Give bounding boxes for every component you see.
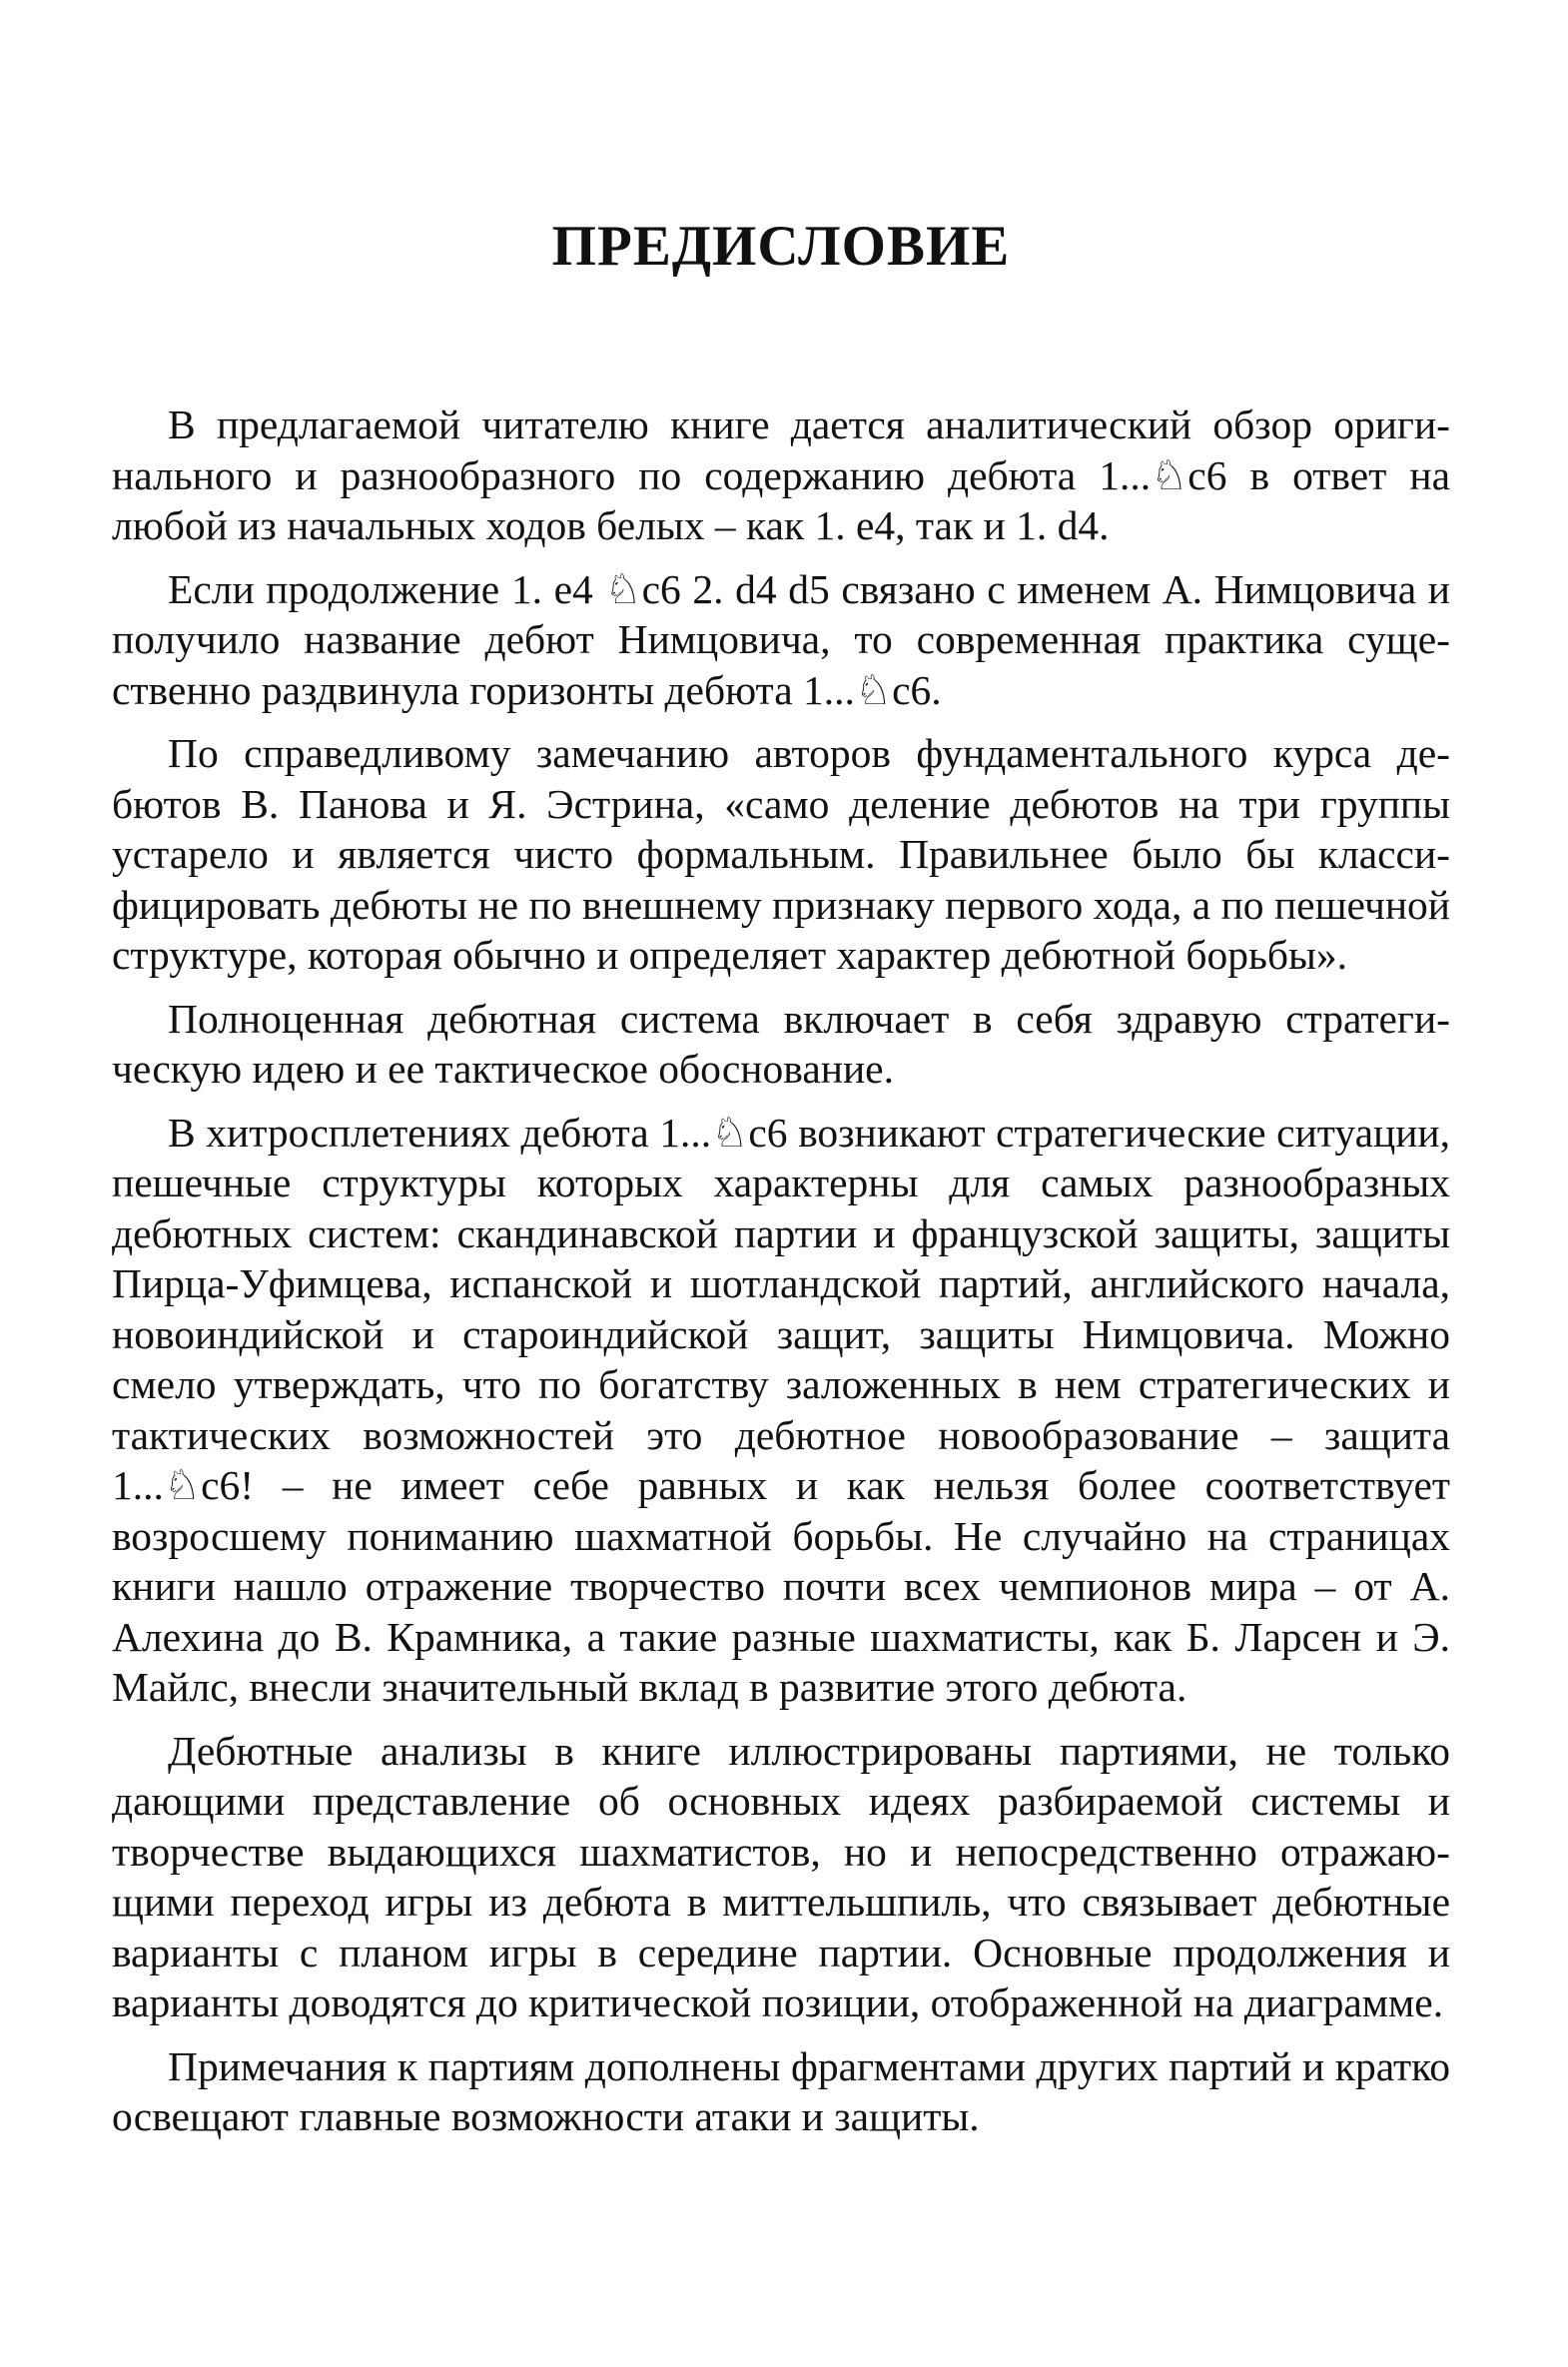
preface-paragraph-5: В хитросплетениях дебюта 1...♘c6 возникают стратегические ситуации, пешечные структуры которых характерны для самых разнообразных дебютных систем: скандинавской партии и французской защиты, защиты Пирца-Уфимцева, испанской и шотландской партий, английского начала, новоиндийской и староиндийской защит, защиты Нимцовича. Можно смело утверждать, что по богатству заложенных в нем стратегических и тактических возможностей это дебютное новообразование – защита 1...♘c6! – не имеет себе равных и как нельзя более соответствует возросшему пониманию шахматной борьбы. Не случайно на страницах книги нашло отражение творчество почти всех чемпионов мира – от А. Алехина до В. Крамника, а такие разные шахматисты, как Б. Ларсен и Э. Майлс, внесли значительный вклад в развитие этого дебюта. — [112, 1109, 1450, 1710]
preface-paragraph-2: Если продолжение 1. e4 ♘c6 2. d4 d5 связано с именем А. Нимцовича и получило название дебют Нимцовича, то современная практика существенно раздвинула горизонты дебюта 1...♘c6. — [112, 565, 1450, 713]
preface-paragraph-4: Полноценная дебютная система включает в себя здравую стратегическую идею и ее тактическое обоснование. — [112, 995, 1450, 1092]
preface-paragraph-6: Дебютные анализы в книге иллюстрированы партиями, не только дающими представление об основных идеях разбираемой системы и творчестве выдающихся шахматистов, но и непосредственно отражающими переход игры из дебюта в миттельшпиль, что связывает дебютные варианты с планом игры в середине партии. Основные продолжения и варианты доводятся до критической позиции, отображенной на диаграмме. — [112, 1727, 1450, 2025]
preface-paragraph-7: Примечания к партиям дополнены фрагментами других партий и кратко освещают главные возможности атаки и защиты. — [112, 2042, 1450, 2139]
preface-paragraph-3: По справедливому замечанию авторов фундаментального курса дебютов В. Панова и Я. Эстрина, «само деление дебютов на три группы устарело и является чисто формальным. Правильнее было бы классифицировать дебюты не по внешнему признаку первого хода, а по пешечной структуре, которая обычно и определяет характер дебютной борьбы». — [112, 730, 1450, 978]
preface-paragraph-1: В предлагаемой читателю книге дается аналитический обзор оригинального и разнообразного по содержанию дебюта 1...♘c6 в ответ на любой из начальных ходов белых – как 1. e4, так и 1. d4. — [112, 401, 1450, 548]
page-title: ПРЕДИСЛОВИЕ — [551, 215, 1011, 278]
